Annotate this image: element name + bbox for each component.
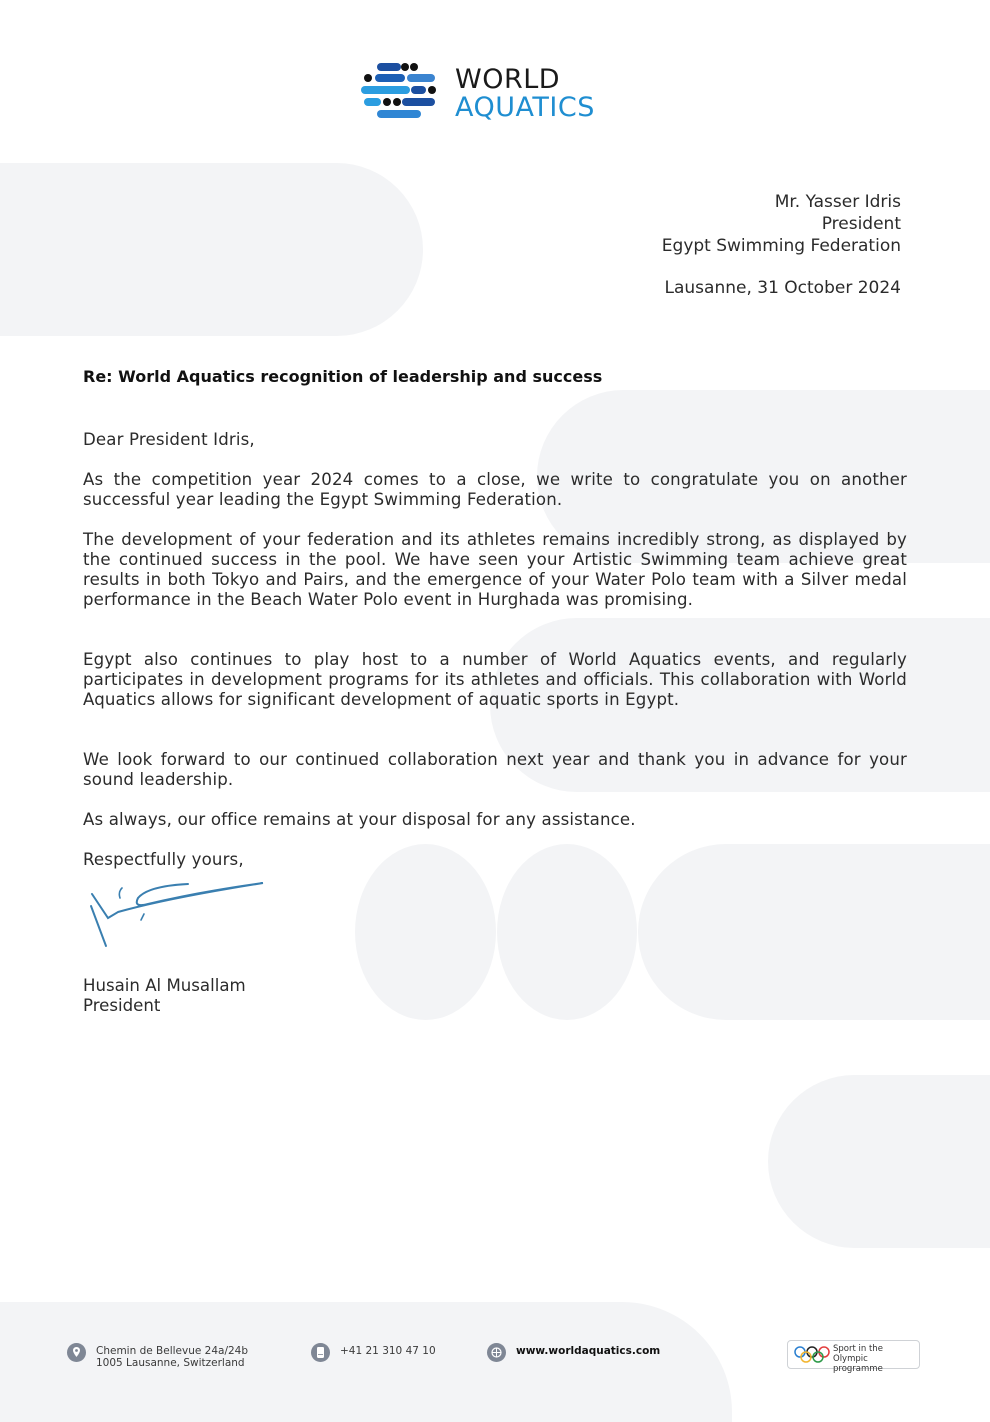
phone-icon — [311, 1343, 330, 1362]
paragraph-1: As the competition year 2024 comes to a close, we write to congratulate you on another successful year leading the Egypt Swimming Federation. — [83, 470, 907, 509]
footer-address — [67, 1343, 248, 1369]
paragraph-2: The development of your federation and its athletes remains incredibly strong, as displayed by the continued success in the pool. We have seen your Artistic Swimming team achieve great results in both Tokyo and Pairs, and the emergence of your Water Polo team with a Silver medal performance in the Beach Water Polo event in Hurghada was promising. — [83, 530, 907, 609]
address-line-1: Chemin de Bellevue 24a/24b — [96, 1345, 249, 1357]
map-pin-icon — [67, 1343, 86, 1362]
signer-block — [83, 976, 246, 1016]
logo-mark-icon — [358, 58, 448, 130]
bg-circle-1 — [355, 844, 496, 1020]
paragraph-4: We look forward to our continued collaboration next year and thank you in advance for your sound leadership. — [83, 750, 907, 789]
paragraph-5: As always, our office remains at your disposal for any assistance. — [83, 810, 636, 829]
olympic-line-1: Sport in the — [833, 1344, 883, 1354]
salutation: Dear President Idris, — [83, 430, 255, 449]
recipient-name: Mr. Yasser Idris — [774, 192, 901, 212]
recipient-block — [662, 191, 901, 257]
phone-number: +41 21 310 47 10 — [340, 1345, 436, 1357]
footer-website[interactable] — [487, 1343, 660, 1362]
logo-wordmark — [455, 66, 595, 121]
recipient-title: President — [821, 214, 901, 234]
logo-line-world: WORLD — [455, 64, 561, 95]
signer-title: President — [83, 996, 161, 1015]
date-line: Lausanne, 31 October 2024 — [664, 278, 901, 298]
logo-line-aquatics: AQUATICS — [455, 92, 595, 123]
website-link[interactable]: www.worldaquatics.com — [516, 1345, 661, 1357]
bg-shape-right-3 — [638, 844, 990, 1020]
bg-circle-2 — [497, 844, 637, 1020]
closing: Respectfully yours, — [83, 850, 244, 869]
recipient-organization: Egypt Swimming Federation — [661, 236, 901, 256]
olympic-rings-icon — [792, 1343, 832, 1367]
paragraph-3: Egypt also continues to play host to a number of World Aquatics events, and regularly participates in development programs for its athletes and officials. This collaboration with World Aquatics allows for significant development of aquatic sports in Egypt. — [83, 650, 907, 709]
footer-phone — [311, 1343, 436, 1362]
bg-shape-top-left — [0, 163, 423, 336]
olympic-line-2: Olympic programme — [833, 1354, 883, 1374]
bg-shape-right-4 — [768, 1075, 990, 1248]
address-line-2: 1005 Lausanne, Switzerland — [96, 1357, 245, 1369]
signer-name: Husain Al Musallam — [83, 976, 246, 995]
handwritten-signature-icon — [88, 876, 278, 976]
globe-icon — [487, 1343, 506, 1362]
olympic-programme-badge — [787, 1340, 920, 1374]
subject-line: Re: World Aquatics recognition of leadership and success — [83, 367, 603, 386]
